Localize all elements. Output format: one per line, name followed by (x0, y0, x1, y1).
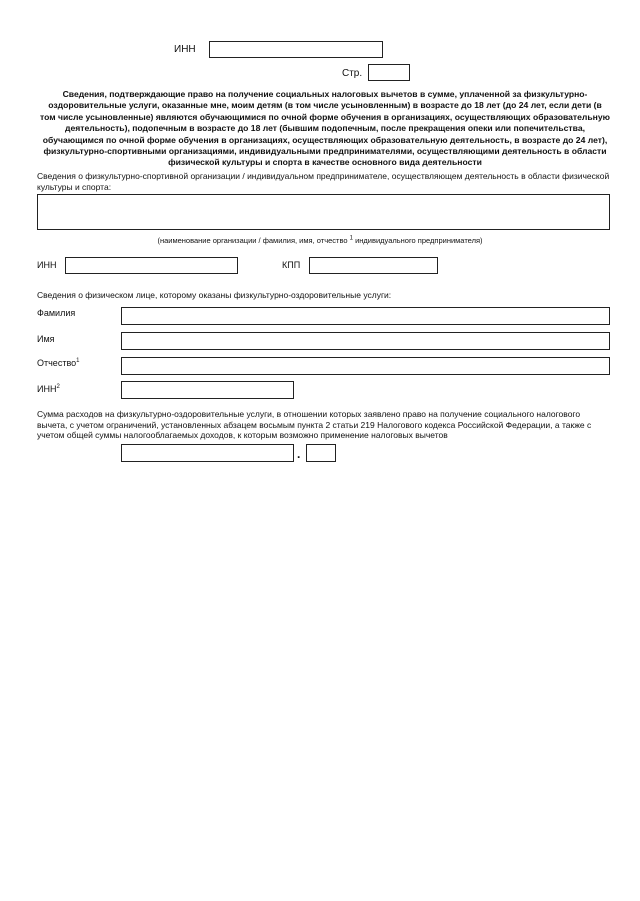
expenses-text: Сумма расходов на физкультурно-оздоровительные услуги, в отношении которых заявлено право на получение социального налогового вычета, с учетом ограничений, установленных абзацем восьмым пункта 2 статьи 219 Налогового кодекса Российской Федерации, а также с учетом общей суммы налогооблагаемых доходов, к которым возможно применение налоговых вычетов (37, 409, 592, 441)
expense-amount-kopecks-input[interactable] (306, 444, 336, 462)
patronymic-footnote-mark: 1 (76, 358, 80, 364)
organization-kpp-label: КПП (282, 260, 301, 270)
organization-name-input[interactable] (37, 194, 610, 230)
person-intro: Сведения о физическом лице, которому оказаны физкультурно-оздоровительные услуги: (37, 290, 392, 300)
page-number-input[interactable] (368, 64, 410, 81)
person-inn-label-text: ИНН (37, 384, 57, 394)
organization-inn-input[interactable] (65, 257, 238, 274)
decimal-separator: . (297, 447, 301, 461)
person-inn-label (37, 384, 60, 395)
form-heading: Сведения, подтверждающие право на получение социальных налоговых вычетов в сумме, уплаченной за физкультурно-оздоровительные услуги, оказанные мне, моим детям (в том числе усыновленным) в возрасте до 18 лет (до 24 лет, если дети (в том числе усыновленные) являются обучающимися по очной форме обучения в организациях, осуществляющих образовательную деятельность), подопечным в возрасте до 18 лет (бывшим подопечным, после прекращения опеки или попечительства, обучающимся по очной форме обучения в организациях, осуществляющих образовательную деятельность, в возрасте до 24 лет), физкультурно-спортивными организациями, индивидуальными предпринимателями, осуществляющими деятельность в области физической культуры и спорта в качестве основного вида деятельности (40, 89, 610, 168)
first-name-label: Имя (37, 334, 55, 344)
header-inn-label: ИНН (174, 44, 196, 55)
page-number-label: Стр. (342, 68, 363, 79)
patronymic-input[interactable] (121, 357, 610, 375)
person-inn-input[interactable] (121, 381, 294, 399)
organization-intro: Сведения о физкультурно-спортивной организации / индивидуальном предпринимателе, осуществляющем деятельность в области физической культуры и спорта: (37, 171, 610, 192)
expense-amount-rubles-input[interactable] (121, 444, 294, 462)
surname-label: Фамилия (37, 308, 76, 318)
organization-kpp-input[interactable] (309, 257, 438, 274)
patronymic-label (37, 358, 79, 369)
person-inn-footnote-mark: 2 (56, 384, 60, 390)
surname-input[interactable] (121, 307, 610, 325)
caption-footnote-mark: 1 (349, 235, 353, 242)
caption-text-end: индивидуального предпринимателя) (355, 236, 483, 245)
first-name-input[interactable] (121, 332, 610, 350)
organization-name-caption (0, 236, 640, 246)
organization-inn-label: ИНН (37, 260, 57, 270)
caption-text-start: (наименование организации / фамилия, имя, отчество (157, 236, 348, 245)
patronymic-label-text: Отчество (37, 358, 77, 368)
header-inn-input[interactable] (209, 41, 383, 58)
